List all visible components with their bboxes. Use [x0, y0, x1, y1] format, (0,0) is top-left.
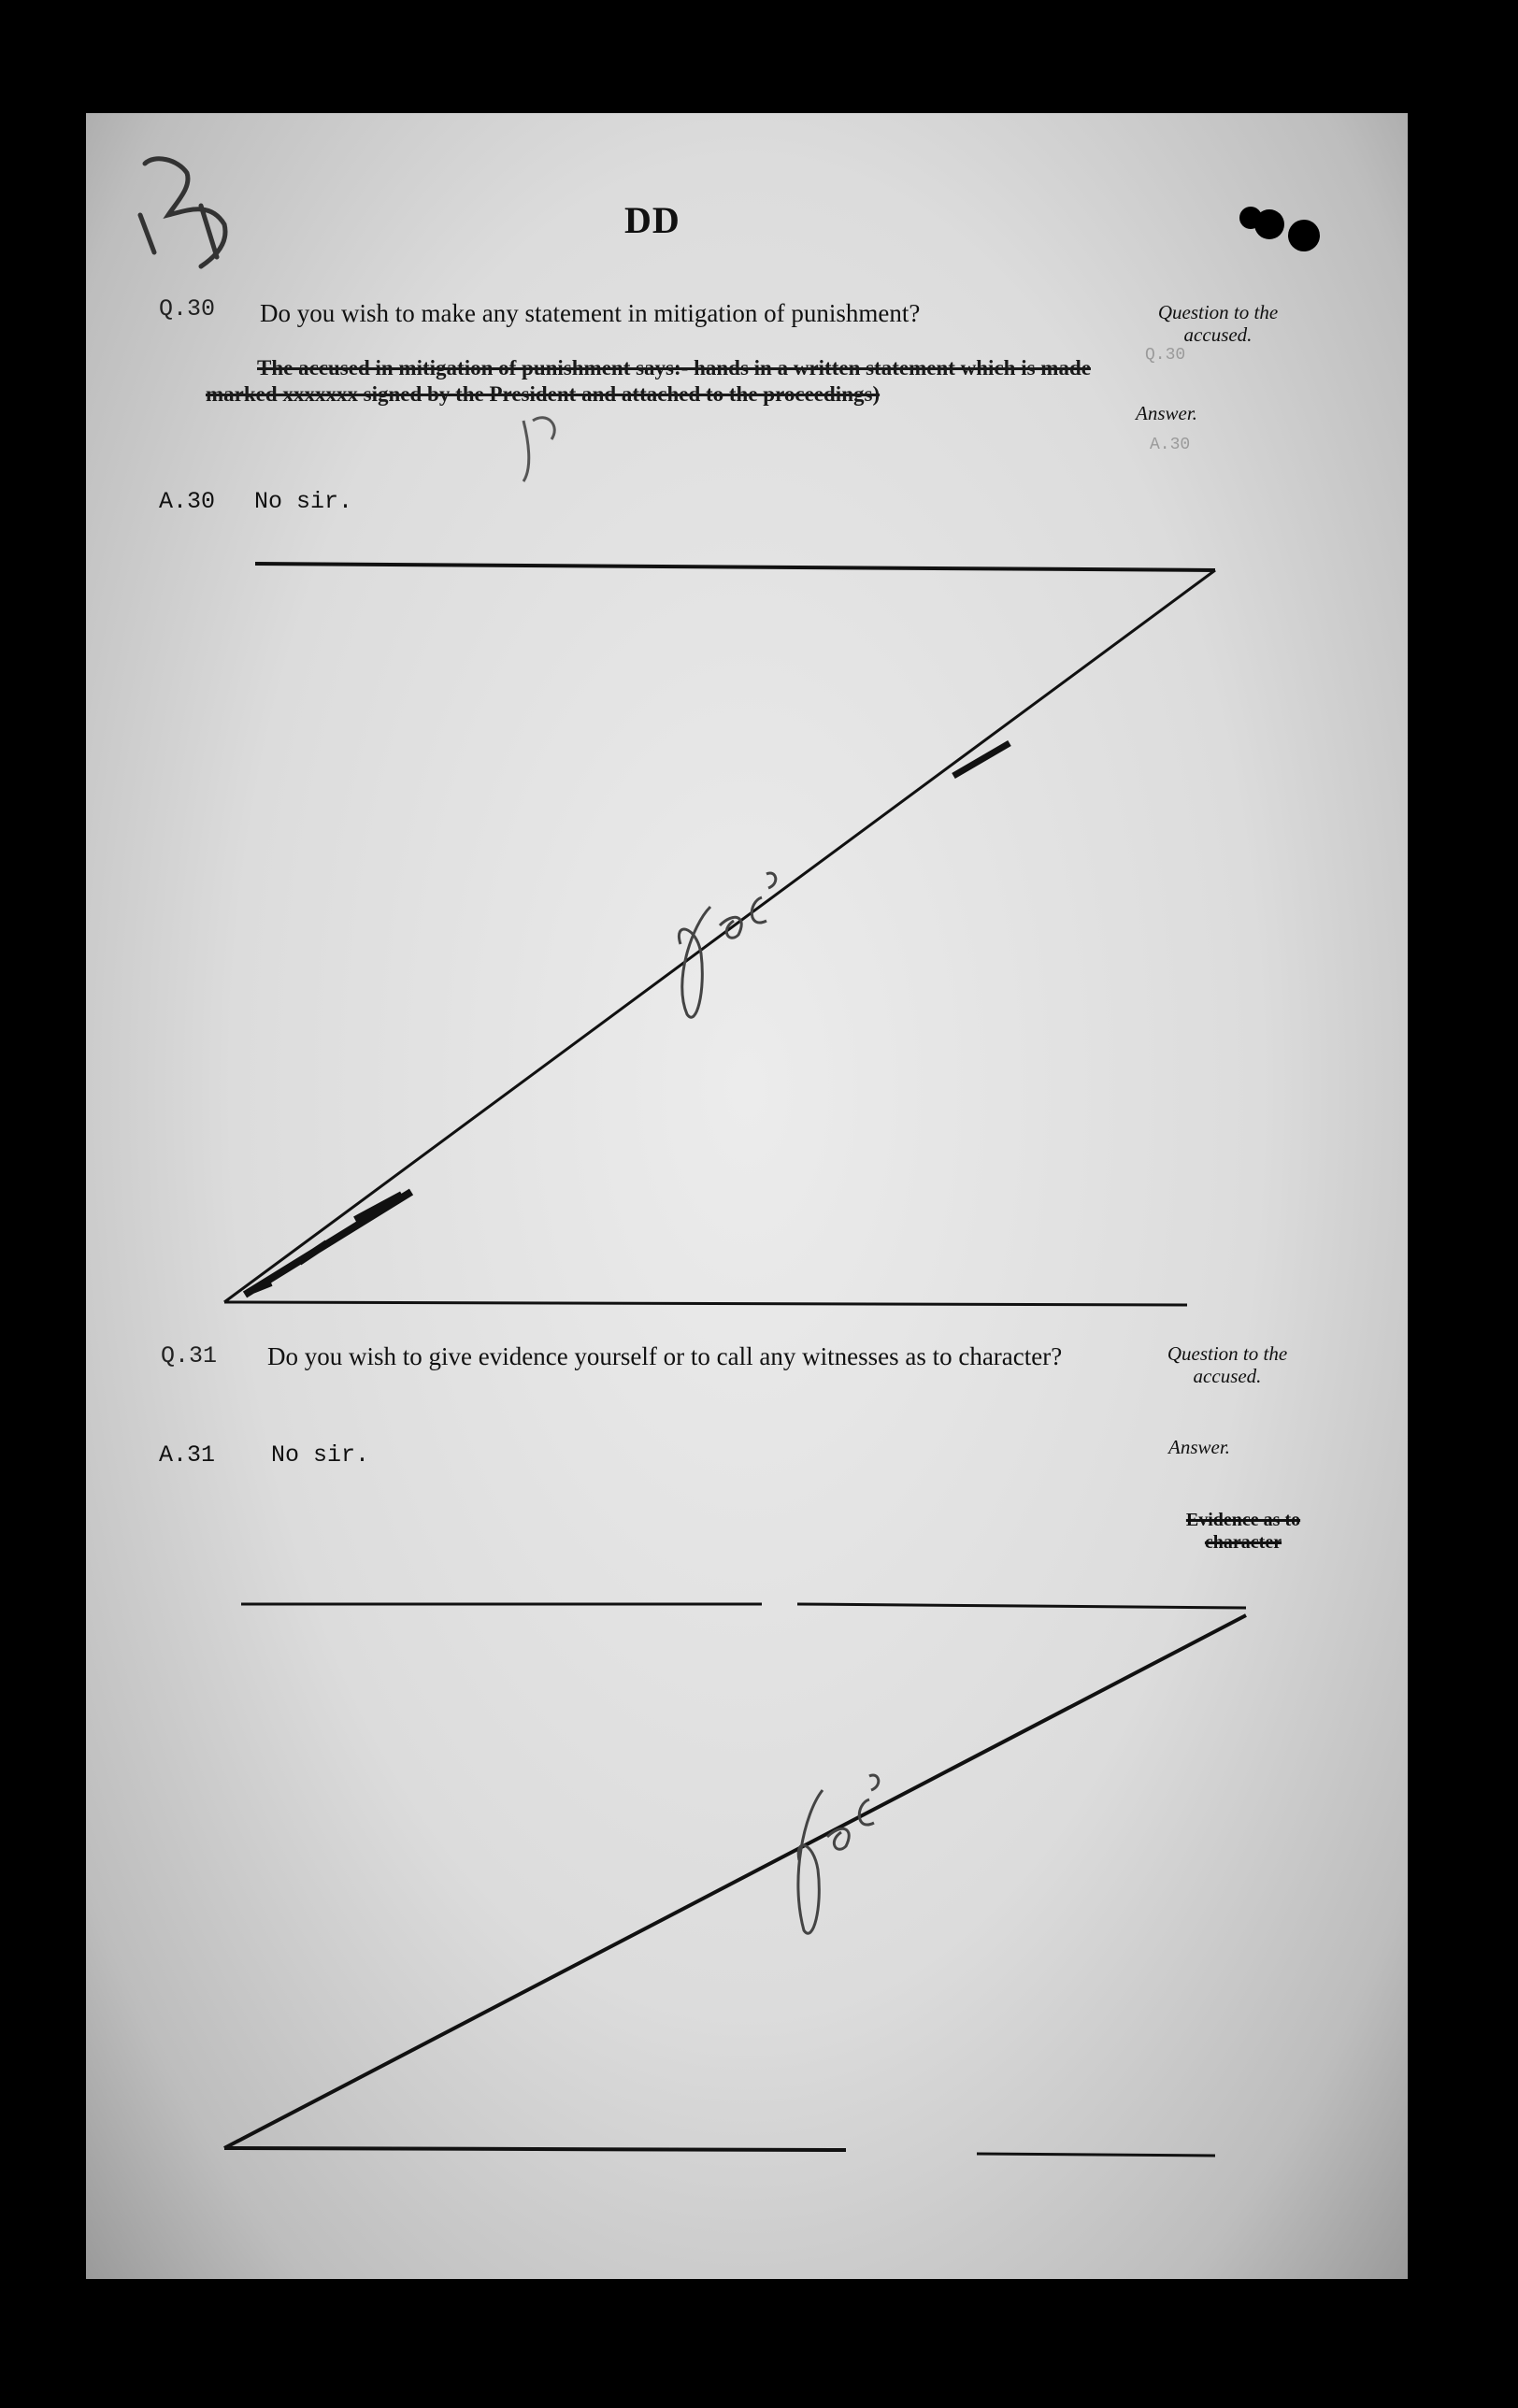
margin-note-question: Question to the accused.	[1167, 1342, 1288, 1387]
answer-text: No sir.	[271, 1441, 370, 1469]
struck-statement: The accused in mitigation of punishment says:- hands in a written statement which is made marked xxxxxxx signed by the President and attached to the proceedings)	[206, 356, 1091, 406]
answer-text: No sir.	[254, 488, 353, 515]
page-label: DD	[624, 199, 680, 241]
question-number: Q.30	[159, 295, 216, 322]
answer-number: A.30	[159, 488, 216, 515]
margin-note-question: Question to the accused.	[1157, 301, 1279, 346]
question-text: Do you wish to give evidence yourself or to call any witnesses as to character?	[267, 1342, 1063, 1370]
question-text: Do you wish to make any statement in mitigation of punishment?	[260, 299, 921, 327]
margin-note-answer: Answer.	[1168, 1436, 1230, 1458]
document-page	[86, 113, 1408, 2279]
question-number: Q.31	[161, 1342, 218, 1369]
struck-margin-heading: Evidence as to character	[1185, 1510, 1301, 1553]
faint-mark: Q.30	[1145, 346, 1186, 365]
answer-number: A.31	[159, 1441, 216, 1469]
faint-mark: A.30	[1150, 436, 1191, 454]
margin-note-answer: Answer.	[1136, 402, 1197, 424]
